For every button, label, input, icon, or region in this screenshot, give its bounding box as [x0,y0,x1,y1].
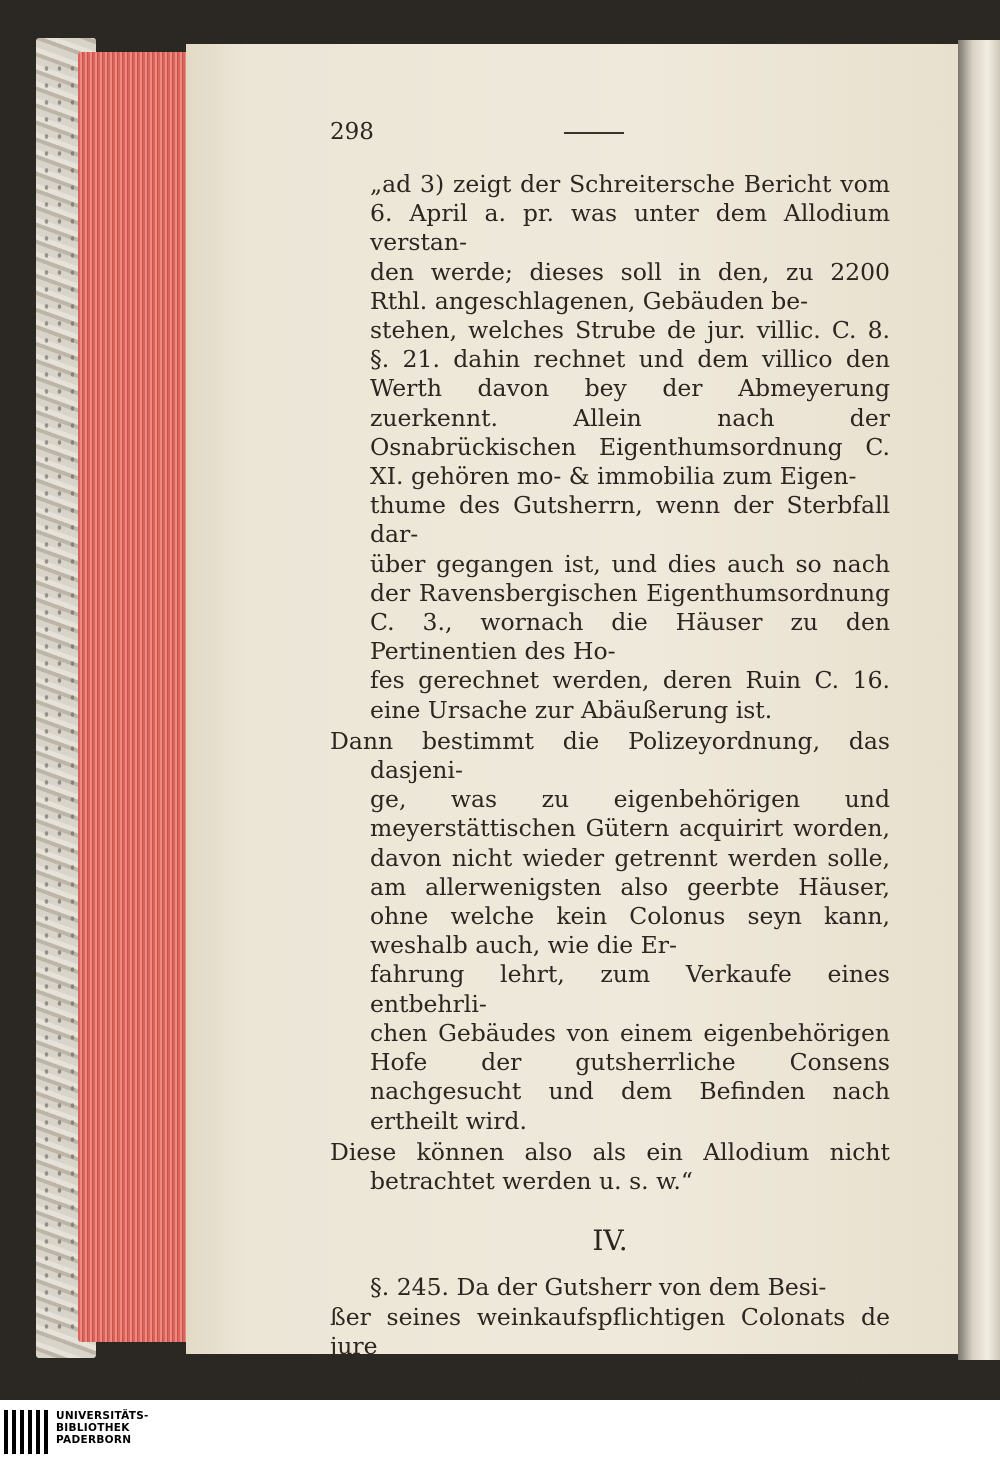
page-gutter [958,40,1000,1360]
library-name-line-1: UNIVERSITÄTS- [56,1410,149,1422]
library-name-line-3: PADERBORN [56,1434,132,1446]
paragraph-quote: „ad 3) zeigt der Schreitersche Bericht vom 6. April a. pr. was unter dem Allodium verstan- den werde; dieses soll in den, zu 2200 Rthl. angeschlagenen, Gebäuden be- stehen, welches Strube de jur. villic. C. 8. §. 21. dahin rechnet und dem villico den Werth davon bey der Abmeyerung zuerkennt. Allein nach der Osnabrückischen Eigenthumsordnung C. XI. gehören mo- & immobilia zum Eigen- thume des Gutsherrn, wenn der Sterbfall dar- über gegangen ist, und dies auch so nach der Ravensbergischen Eigenthumsordnung C. 3., wornach die Häuser zu den Pertinentien des Ho- fes gerechnet werden, deren Ruin C. 16. eine Ursache zur Abäußerung ist. [370,170,890,724]
catchword: ver- [843,1364,890,1393]
paragraph-diese: Diese können also als ein Allodium nicht betrachtet werden u. s. w.“ [330,1137,890,1195]
library-logo-icon [4,1410,48,1454]
section-paragraph: §. 245. Da der Gutsherr von dem Besi- ßer seines weinkaufspflichtigen Colonats de jure [330,1273,890,1360]
page-text-block [330,118,890,1394]
page-number: 298 [330,119,374,146]
paragraph-dann: Dann bestimmt die Polizeyordnung, das dasjeni- ge, was zu eigenbehörigen und meyerstättischen Gütern acquirirt worden, davon nicht wieder getrennt werden solle, am allerwenigsten also geerbte Häuser, ohne welche kein Colonus seyn kann, weshalb auch, wie die Er- fahrung lehrt, zum Verkaufe eines entbehrli- chen Gebäudes von einem eigenbehörigen Hofe der gutsherrliche Consens nachgesucht und dem Befinden nach ertheilt wird. [330,726,890,1135]
page-header [330,118,890,148]
section-heading: IV. [592,1224,628,1258]
library-name-line-2: BIBLIOTHEK [56,1422,130,1434]
footer-bar [0,1400,1000,1463]
library-name [56,1410,149,1446]
header-rule [564,132,624,134]
red-page-edges [78,52,190,1342]
